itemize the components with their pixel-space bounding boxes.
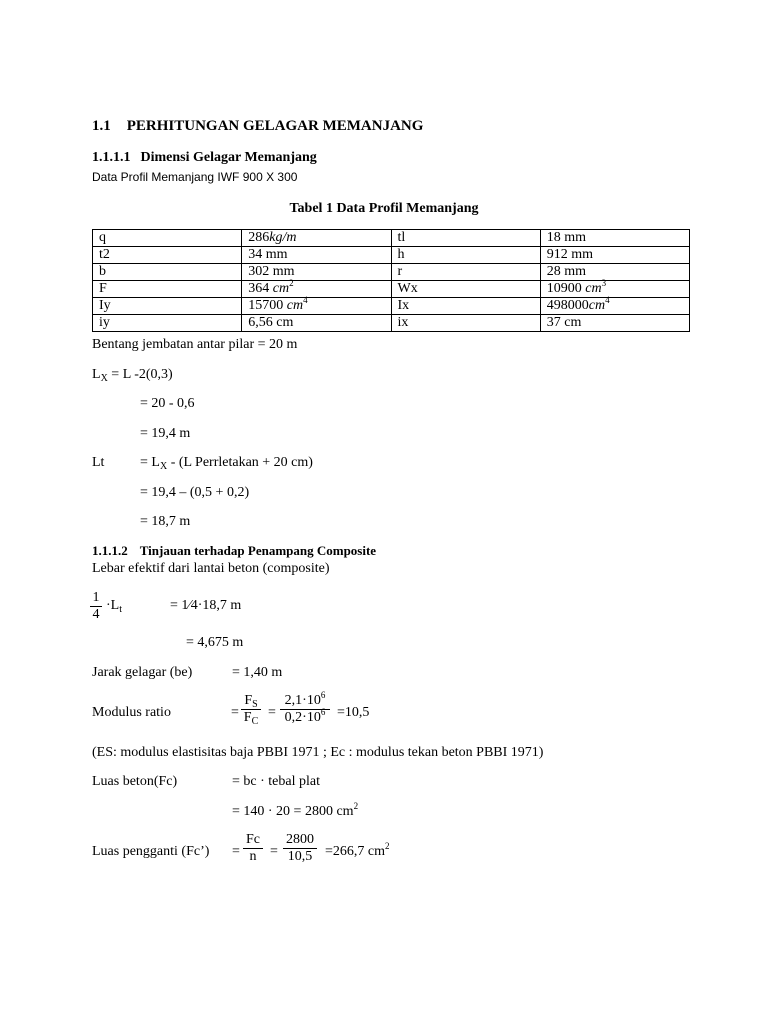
pengganti-result-exponent: 2 — [385, 841, 390, 851]
lx-equation-1 — [92, 367, 173, 383]
section-heading — [92, 118, 423, 135]
pengganti-fraction-1 — [243, 832, 263, 865]
fraction-denominator — [241, 709, 261, 726]
jarak-value: = 1,40 m — [232, 665, 283, 680]
subsection-title: Tinjauan terhadap Penampang Composite — [139, 543, 377, 558]
table-row — [93, 281, 690, 298]
quarter-fraction — [90, 590, 102, 623]
subsection-number: 1.1.1.1 — [92, 150, 131, 165]
profile-note: Data Profil Memanjang IWF 900 X 300 — [92, 170, 298, 184]
table-cell: r — [391, 264, 540, 281]
jarak-label: Jarak gelagar (be) — [92, 665, 193, 680]
cell-value: 15700 — [248, 298, 284, 313]
table-cell — [242, 230, 391, 247]
lt-equation-2: = 19,4 – (0,5 + 0,2) — [140, 485, 250, 500]
table-cell — [540, 278, 689, 298]
table-cell — [242, 295, 391, 315]
modulus-eq-sign: = — [231, 705, 239, 720]
quarter-equation-1: = 1⁄4·18,7 m — [170, 598, 242, 613]
cell-unit: cm — [585, 281, 602, 296]
lt-equation-1 — [140, 455, 313, 471]
table-row — [93, 230, 690, 247]
fs-subscript: S — [252, 699, 258, 710]
fc-subscript: C — [251, 716, 259, 727]
fraction-numerator: 2800 — [286, 832, 314, 847]
table-cell: t2 — [93, 247, 242, 264]
lx-equation-2: = 20 - 0,6 — [140, 396, 195, 411]
table-cell: F — [93, 281, 242, 298]
table-cell: b — [93, 264, 242, 281]
table-cell — [540, 295, 689, 315]
subsection-heading-1 — [92, 150, 317, 166]
modulus-label: Modulus ratio — [92, 705, 171, 720]
es-note: (ES: modulus elastisitas baja PBBI 1971 ; Ec : modulus tekan beton PBBI 1971) — [92, 745, 544, 760]
cell-exponent: 2 — [289, 278, 294, 288]
pengganti-fraction-2 — [283, 832, 317, 865]
quarter-lt — [106, 598, 122, 614]
lt-eq1-sub: X — [159, 461, 168, 472]
table-cell: 28 mm — [540, 264, 689, 281]
lt-equation-3: = 18,7 m — [140, 514, 191, 529]
lebar-text: Lebar efektif dari lantai beton (composite) — [92, 561, 330, 576]
lx-eq1: = L -2(0,3) — [111, 367, 173, 382]
pengganti-label: Luas pengganti (Fc’) — [92, 844, 210, 859]
pengganti-result-value: =266,7 cm — [325, 844, 385, 859]
cell-value: 286 — [248, 230, 270, 245]
table-cell: tl — [391, 230, 540, 247]
table-cell: iy — [93, 315, 242, 332]
table-cell: 37 cm — [540, 315, 689, 332]
fraction-numerator: Fc — [246, 832, 260, 847]
fraction-denominator: n — [243, 848, 263, 865]
table-cell: 6,56 cm — [242, 315, 391, 332]
table-cell: 302 mm — [242, 264, 391, 281]
fraction-denominator: 4 — [90, 606, 102, 623]
quarter-equation-2: = 4,675 m — [186, 635, 244, 650]
subsection-title: Dimensi Gelagar Memanjang — [140, 150, 317, 165]
table-cell: Iy — [93, 298, 242, 315]
modulus-fraction-1 — [241, 693, 261, 726]
fraction-numerator — [241, 693, 261, 709]
lx-label: L — [92, 367, 101, 382]
table-cell: Ix — [391, 298, 540, 315]
cell-unit: kg/m — [269, 230, 297, 245]
lt-symbol: L — [110, 598, 120, 613]
luas-equation-2 — [232, 801, 359, 820]
table-cell: Wx — [391, 281, 540, 298]
luas-eq2-value: = 140 · 20 = 2800 cm — [232, 804, 354, 819]
table-row — [93, 264, 690, 281]
denominator-exponent: 6 — [320, 707, 326, 717]
numerator-value: 2,1·10 — [284, 693, 321, 708]
pengganti-result — [325, 841, 390, 860]
cell-unit: cm — [588, 298, 606, 313]
fraction-numerator: 1 — [92, 590, 100, 605]
pengganti-eq-sign: = — [232, 844, 240, 859]
lt-eq1-post: - (L Perrletakan + 20 cm) — [167, 455, 313, 470]
cell-exponent: 4 — [303, 295, 308, 305]
section-number: 1.1 — [92, 118, 111, 134]
pengganti-eq-sign-2: = — [270, 844, 278, 859]
luas-eq2-exponent: 2 — [353, 801, 359, 811]
table-cell — [242, 278, 391, 298]
cell-unit: cm — [272, 281, 290, 296]
cell-unit: cm — [286, 298, 304, 313]
cell-value: 10900 — [546, 281, 582, 296]
cell-exponent: 4 — [605, 295, 610, 305]
table-cell: 34 mm — [242, 247, 391, 264]
table-cell: 18 mm — [540, 230, 689, 247]
bentang-text: Bentang jembatan antar pilar = 20 m — [92, 337, 298, 352]
cell-exponent: 3 — [601, 278, 607, 288]
lx-equation-3: = 19,4 m — [140, 426, 191, 441]
subsection-number: 1.1.1.2 — [92, 543, 128, 558]
fc-symbol: F — [243, 710, 252, 725]
fraction-denominator — [280, 709, 330, 726]
modulus-eq-sign-2: = — [268, 705, 276, 720]
luas-label: Luas beton(Fc) — [92, 774, 178, 789]
lt-subscript: t — [119, 604, 123, 615]
section-title: PERHITUNGAN GELAGAR MEMANJANG — [126, 118, 424, 134]
cell-value: 364 — [248, 281, 270, 296]
lt-label: Lt — [92, 455, 105, 470]
numerator-exponent: 6 — [320, 690, 326, 700]
table-cell: ix — [391, 315, 540, 332]
luas-equation-1: = bc · tebal plat — [232, 774, 320, 789]
fraction-denominator: 10,5 — [283, 848, 317, 865]
table-row — [93, 298, 690, 315]
table-cell: q — [93, 230, 242, 247]
table-row — [93, 315, 690, 332]
table-caption: Tabel 1 Data Profil Memanjang — [289, 201, 479, 216]
profile-table — [92, 229, 690, 332]
table-row — [93, 247, 690, 264]
lx-label-sub: X — [100, 373, 108, 384]
table-cell: h — [391, 247, 540, 264]
subsection-heading-2 — [92, 543, 376, 559]
dot-operator: · — [106, 598, 111, 613]
denominator-value: 0,2·10 — [284, 710, 321, 725]
modulus-result: =10,5 — [337, 705, 370, 720]
lt-eq1-pre: = L — [140, 455, 160, 470]
modulus-fraction-2 — [280, 690, 330, 726]
fs-symbol: F — [244, 693, 253, 708]
table-cell: 912 mm — [540, 247, 689, 264]
cell-value: 498000 — [546, 298, 589, 313]
